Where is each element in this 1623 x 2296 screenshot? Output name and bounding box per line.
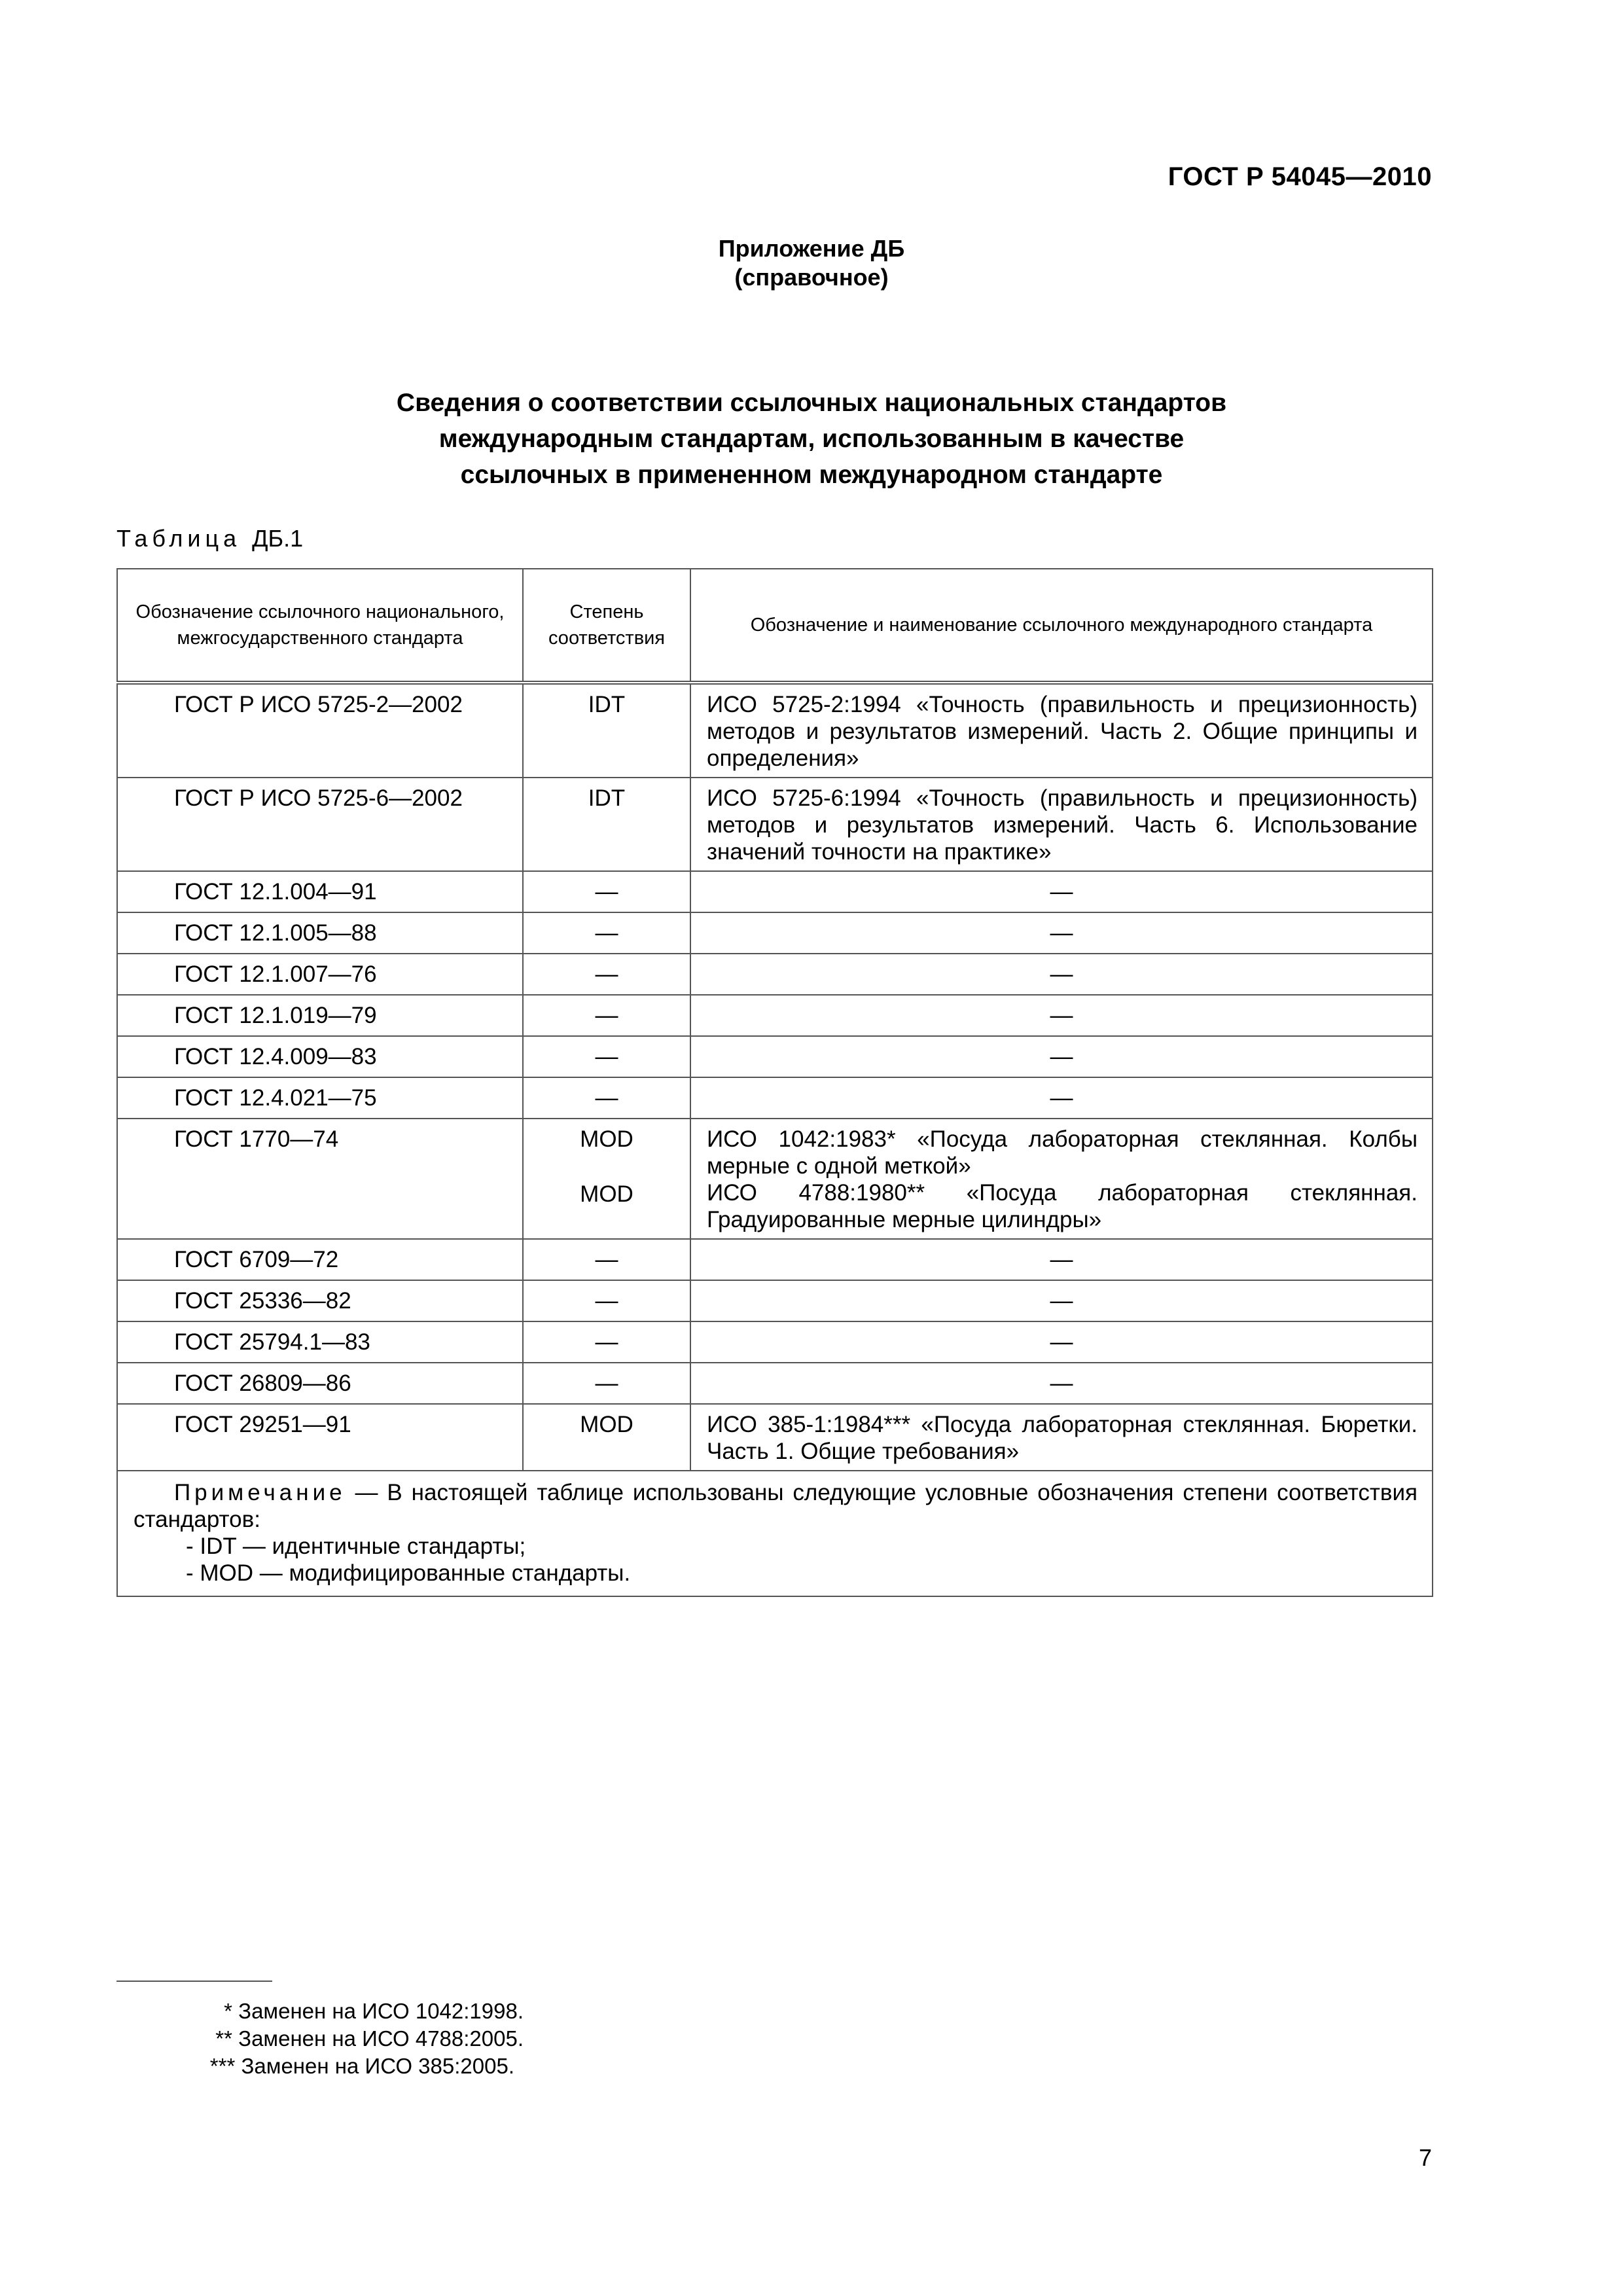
cell-international: — — [690, 912, 1433, 954]
note-body: — В настоящей таблице использованы следующие условные обозначения степени соответствия стандартов: — [134, 1480, 1418, 1532]
cell-international-2: ИСО 4788:1980** «Посуда лабораторная стеклянная. Градуированные мерные цилиндры» — [707, 1180, 1418, 1232]
cell-degree: — — [523, 1077, 690, 1119]
table-header-row — [117, 569, 1433, 683]
note-label: Примечание — [174, 1480, 346, 1505]
cell-international: — — [690, 871, 1433, 912]
header-international-standard: Обозначение и наименование ссылочного международного стандарта — [690, 569, 1433, 683]
cell-international: — — [690, 1321, 1433, 1363]
cell-degree: — — [523, 995, 690, 1036]
cell-international: ИСО 385-1:1984*** «Посуда лабораторная стеклянная. Бюретки. Часть 1. Общие требования» — [690, 1404, 1433, 1471]
section-title-line-1: Сведения о соответствии ссылочных национальных стандартов — [396, 389, 1227, 417]
cell-international: — — [690, 1036, 1433, 1077]
cell-standard: ГОСТ 29251—91 — [117, 1404, 523, 1471]
document-code: ГОСТ Р 54045—2010 — [1168, 162, 1432, 191]
section-title-line-2: международным стандартам, использованным в качестве — [438, 425, 1185, 453]
table-row — [117, 995, 1433, 1036]
note-paragraph — [134, 1479, 1418, 1533]
cell-degree: — — [523, 1321, 690, 1363]
annex-heading — [0, 234, 1623, 292]
table-row — [117, 1077, 1433, 1119]
table-row — [117, 1119, 1433, 1239]
cell-standard: ГОСТ 1770—74 — [117, 1119, 523, 1239]
page-number: 7 — [1418, 2144, 1432, 2171]
footnote-2: ** Заменен на ИСО 4788:2005. — [215, 2026, 524, 2051]
table-row — [117, 683, 1433, 778]
footnote-separator — [116, 1981, 272, 1982]
annex-type: (справочное) — [734, 264, 889, 291]
annex-title: Приложение ДБ — [718, 235, 905, 262]
cell-degree: — — [523, 871, 690, 912]
table-row — [117, 912, 1433, 954]
header-national-standard: Обозначение ссылочного национального, межгосударственного стандарта — [117, 569, 523, 683]
section-title-line-3: ссылочных в примененном международном стандарте — [460, 461, 1163, 489]
cell-degree: MOD — [523, 1404, 690, 1471]
cell-degree — [523, 1119, 690, 1239]
cell-international — [690, 1119, 1433, 1239]
table-label — [116, 525, 303, 552]
table-label-prefix: Таблица — [116, 525, 241, 552]
cell-international: ИСО 5725-2:1994 «Точность (правильность и прецизионность) методов и результатов измерений. Часть 2. Общие принципы и определения» — [690, 683, 1433, 778]
cell-international: — — [690, 1077, 1433, 1119]
cell-degree-1: MOD — [580, 1126, 633, 1152]
cell-standard: ГОСТ Р ИСО 5725-2—2002 — [117, 683, 523, 778]
cell-international: ИСО 5725-6:1994 «Точность (правильность и прецизионность) методов и результатов измерений. Часть 6. Использование значений точности на практике» — [690, 778, 1433, 871]
cell-degree-spacer — [524, 1153, 690, 1181]
cell-standard: ГОСТ 25794.1—83 — [117, 1321, 523, 1363]
cell-standard: ГОСТ 12.4.009—83 — [117, 1036, 523, 1077]
cell-international-1: ИСО 1042:1983* «Посуда лабораторная стеклянная. Колбы мерные с одной меткой» — [707, 1126, 1418, 1179]
cell-international: — — [690, 1280, 1433, 1321]
footnote-3: *** Заменен на ИСО 385:2005. — [209, 2054, 514, 2078]
table-note — [117, 1471, 1433, 1596]
cell-degree: IDT — [523, 683, 690, 778]
cell-standard: ГОСТ 12.1.004—91 — [117, 871, 523, 912]
cell-standard: ГОСТ Р ИСО 5725-6—2002 — [117, 778, 523, 871]
table-note-row — [117, 1471, 1433, 1596]
cell-standard: ГОСТ 12.4.021—75 — [117, 1077, 523, 1119]
note-item-idt: - IDT — идентичные стандарты; — [186, 1534, 526, 1559]
cell-degree: — — [523, 912, 690, 954]
table-row — [117, 1321, 1433, 1363]
table-row — [117, 1239, 1433, 1280]
cell-degree: — — [523, 1036, 690, 1077]
header-degree: Степень соответствия — [523, 569, 690, 683]
cell-standard: ГОСТ 12.1.005—88 — [117, 912, 523, 954]
cell-degree-2: MOD — [580, 1181, 633, 1207]
section-title — [0, 385, 1623, 493]
table-row — [117, 871, 1433, 912]
cell-degree: — — [523, 954, 690, 995]
cell-standard: ГОСТ 12.1.019—79 — [117, 995, 523, 1036]
table-row — [117, 1404, 1433, 1471]
cell-international: — — [690, 995, 1433, 1036]
cell-standard: ГОСТ 26809—86 — [117, 1363, 523, 1404]
table-row — [117, 1363, 1433, 1404]
table-row — [117, 1036, 1433, 1077]
table-row — [117, 954, 1433, 995]
cell-degree: — — [523, 1239, 690, 1280]
footnotes — [0, 1998, 524, 2080]
cell-standard: ГОСТ 12.1.007—76 — [117, 954, 523, 995]
cell-degree: — — [523, 1280, 690, 1321]
cell-international: — — [690, 1239, 1433, 1280]
table-row — [117, 778, 1433, 871]
footnote-1: * Заменен на ИСО 1042:1998. — [224, 1999, 524, 2023]
cell-standard: ГОСТ 25336—82 — [117, 1280, 523, 1321]
cell-international: — — [690, 954, 1433, 995]
correspondence-table — [116, 568, 1433, 1597]
note-item-mod: - MOD — модифицированные стандарты. — [186, 1560, 631, 1586]
table-row — [117, 1280, 1433, 1321]
cell-standard: ГОСТ 6709—72 — [117, 1239, 523, 1280]
cell-degree: IDT — [523, 778, 690, 871]
table-label-number: ДБ.1 — [252, 525, 304, 552]
cell-degree: — — [523, 1363, 690, 1404]
cell-international: — — [690, 1363, 1433, 1404]
